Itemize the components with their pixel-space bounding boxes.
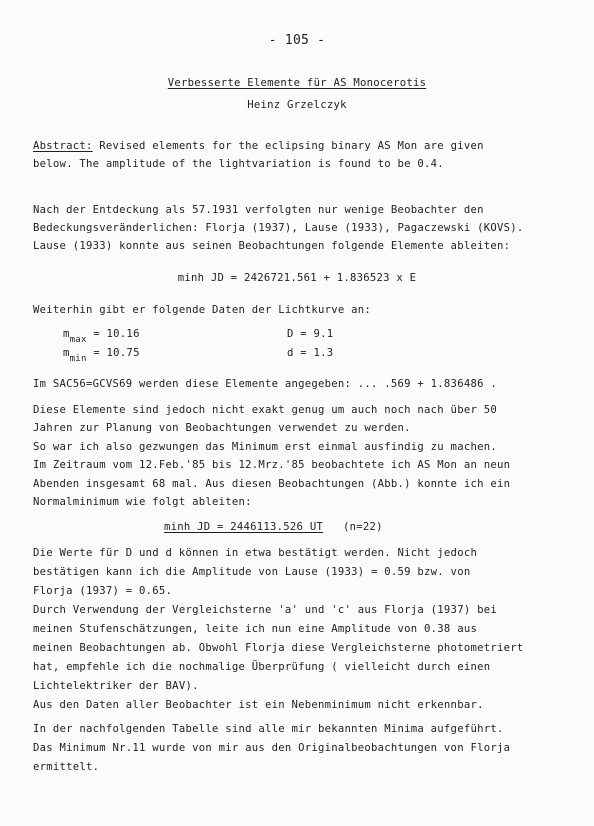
para3-line-4: Durch Verwendung der Vergleichsterne 'a' und 'c' aus Florja (1937) bei bbox=[33, 604, 497, 616]
mmax-symbol: m bbox=[63, 328, 70, 340]
para2-line-6: Normalminimum wie folgt ableiten: bbox=[33, 496, 252, 508]
para3-line-8: Lichtelektriker der BAV). bbox=[33, 680, 199, 692]
abstract-text-1: Revised elements for the eclipsing binary AS Mon are given bbox=[92, 140, 484, 152]
mmax-subscript: max bbox=[69, 335, 87, 345]
para2-line-5: Abenden insgesamt 68 mal. Aus diesen Beobachtungen (Abb.) konnte ich ein bbox=[33, 478, 511, 490]
article-title: Verbesserte Elemente für AS Monocerotis bbox=[167, 77, 427, 89]
duration-d: d = 1.3 bbox=[287, 347, 334, 359]
para4-line-3: ermittelt. bbox=[33, 761, 100, 773]
para3-line-1: Die Werte für D und d können in etwa bestätigt werden. Nicht jedoch bbox=[33, 547, 478, 559]
para3-line-7: hat, empfehle ich die nochmalige Überprüfung ( vielleicht durch einen bbox=[33, 661, 491, 673]
normal-minimum-count: (n=22) bbox=[342, 521, 383, 533]
abstract-line-1 bbox=[33, 139, 484, 153]
para2-line-2: Jahren zur Planung von Beobachtungen verwendet zu werden. bbox=[33, 422, 411, 434]
page-number: - 105 - bbox=[268, 33, 326, 48]
abstract-line-2: below. The amplitude of the lightvariation is found to be 0.4. bbox=[33, 158, 444, 170]
para3-line-5: meinen Stufenschätzungen, leite ich nun eine Amplitude von 0.38 aus bbox=[33, 623, 478, 635]
para2-line-3: So war ich also gezwungen das Minimum erst einmal ausfindig zu machen. bbox=[33, 441, 497, 453]
para4-line-1: In der nachfolgenden Tabelle sind alle mir bekannten Minima aufgeführt. bbox=[33, 723, 504, 735]
mmin-value: = 10.75 bbox=[93, 347, 140, 359]
para2-line-1: Diese Elemente sind jedoch nicht exakt genug um auch noch nach über 50 bbox=[33, 404, 497, 416]
normal-minimum bbox=[164, 520, 383, 534]
mmax-value: = 10.16 bbox=[93, 328, 140, 340]
para2-line-4: Im Zeitraum vom 12.Feb.'85 bis 12.Mrz.'85 beobachtete ich AS Mon an neun bbox=[33, 459, 511, 471]
para1-line-2: Bedeckungsveränderlichen: Florja (1937), Lause (1933), Pagaczewski (KOVS). bbox=[33, 222, 524, 234]
elements-formula: minh JD = 2426721.561 + 1.836523 x E bbox=[177, 272, 417, 284]
para3-line-9: Aus den Daten aller Beobachter ist ein Nebenminimum nicht erkennbar. bbox=[33, 699, 484, 711]
para4-line-2: Das Minimum Nr.11 wurde von mir aus den Originalbeobachtungen von Florja bbox=[33, 742, 511, 754]
mmax-entry bbox=[63, 327, 140, 347]
lightcurve-intro: Weiterhin gibt er folgende Daten der Lichtkurve an: bbox=[33, 304, 372, 316]
normal-minimum-formula: minh JD = 2446113.526 UT bbox=[164, 521, 324, 533]
author-name: Heinz Grzelczyk bbox=[247, 99, 347, 111]
abstract-label: Abstract: bbox=[33, 140, 93, 152]
para1-line-3: Lause (1933) konnte aus seinen Beobachtungen folgende Elemente ableiten: bbox=[33, 240, 511, 252]
mmin-subscript: min bbox=[69, 354, 87, 364]
mmin-entry bbox=[63, 346, 140, 366]
para3-line-3: Florja (1937) = 0.65. bbox=[33, 585, 173, 597]
para3-line-2: bestätigen kann ich die Amplitude von Lause (1933) = 0.59 bzw. von bbox=[33, 566, 471, 578]
sac-line: Im SAC56=GCVS69 werden diese Elemente angegeben: ... .569 + 1.836486 . bbox=[33, 378, 497, 390]
para1-line-1: Nach der Entdeckung als 57.1931 verfolgten nur wenige Beobachter den bbox=[33, 204, 484, 216]
mmin-symbol: m bbox=[63, 347, 70, 359]
para3-line-6: meinen Beobachtungen ab. Obwohl Florja diese Vergleichsterne photometriert bbox=[33, 642, 524, 654]
duration-D: D = 9.1 bbox=[287, 328, 334, 340]
